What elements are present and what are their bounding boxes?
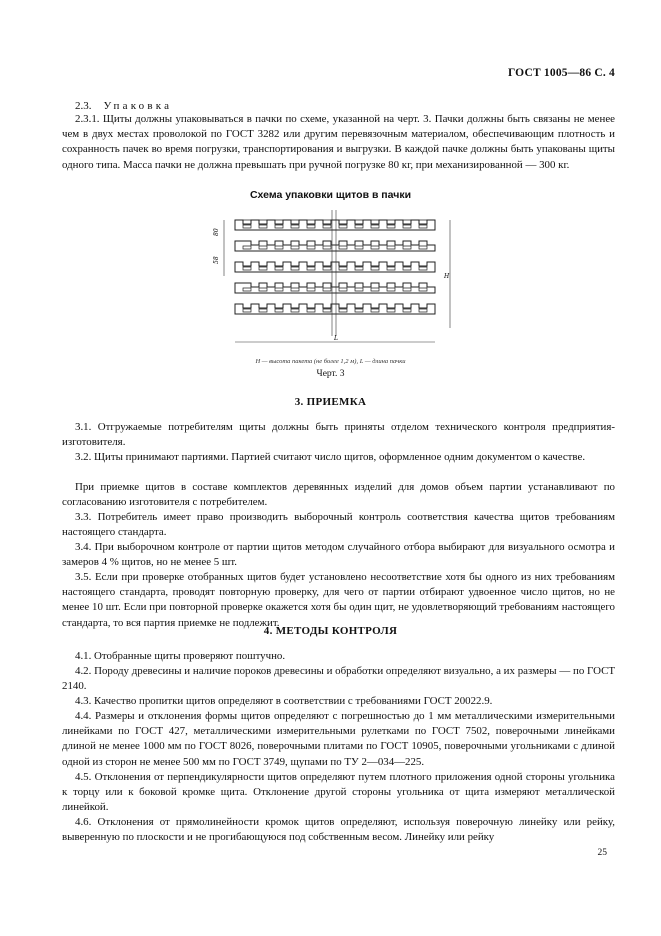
paragraph-4-1: 4.1. Отобранные щиты проверяют поштучно.	[75, 650, 286, 662]
paragraph-4-2: 4.2. Породу древесины и наличие пороков древесины и обработки определяют визуально, а их размеры — по ГОСТ 2140.	[62, 665, 615, 693]
paragraph-3-2: 3.2. Щиты принимают партиями. Партией считают число щитов, оформленное одним документом о качестве.	[75, 451, 586, 463]
shield-slats-5	[243, 309, 427, 312]
paragraph-2-3-1: 2.3.1. Щиты должны упаковываться в пачки по схеме, указанной на черт. 3. Пачки должны быть связаны не менее чем в двух местах проволокой по ГОСТ 3282 или другим перевязочным материалом, обеспечивающим плотность и сохранность пачек во время погрузки, транспортирования и выгрузки. В каждой пачке должны быть упакованы щиты одного типа. Масса пачки не должна превышать при ручной погрузке 80 кг, при механизированной — 300 кг.	[62, 113, 615, 171]
paragraph-4-5: 4.5. Отклонения от перпендикулярности щитов определяют путем плотного приложения одной стороны угольника к торцу или к боковой кромке щита. Отклонение другой стороны угольника от щита измеряют металлической линейкой.	[62, 771, 615, 814]
page-number: 25	[597, 848, 607, 858]
section-2-3-title	[75, 100, 172, 112]
paragraph-3-1: 3.1. Отгружаемые потребителям щиты должны быть приняты отделом технического контроля предприятия-изготовителя.	[62, 421, 615, 449]
paragraph-4-3: 4.3. Качество пропитки щитов определяют в соответствии с требованиями ГОСТ 20022.9.	[75, 695, 493, 707]
dim-label-80: 80	[213, 228, 220, 236]
paragraph-4-4: 4.4. Размеры и отклонения формы щитов определяют с погрешностью до 1 мм металлическими измерительными линейками по ГОСТ 427, металлическими измерительными рулетками по ГОСТ 7502, поверочными линейками длиной не менее 1000 мм по ГОСТ 8026, поверочными плитами по ГОСТ 10905, поверочными угольниками с длиной одной из сторон не менее 500 мм по ГОСТ 3749, щупами по ТУ 2—034—225.	[62, 710, 615, 768]
shield-slats-4	[243, 288, 427, 291]
dim-label-h: H	[444, 273, 450, 280]
dim-label-58: 58	[213, 256, 220, 264]
paragraph-3-2b: При приемке щитов в составе комплектов деревянных изделий для домов объем партии устанавливают по согласованию изготовителя с потребителем.	[62, 481, 615, 509]
section-3-heading: 3. ПРИЕМКА	[294, 396, 367, 408]
figure-title: Схема упаковки щитов в пачки	[249, 189, 412, 201]
section-4-heading: 4. МЕТОДЫ КОНТРОЛЯ	[263, 625, 398, 637]
paragraph-3-3: 3.3. Потребитель имеет право производить выборочный контроль соответствия качества щитов требованиям настоящего стандарта.	[62, 511, 615, 539]
page-header: ГОСТ 1005—86 С. 4	[507, 67, 615, 79]
shield-slats-2	[243, 246, 427, 249]
section-number: 2.3.	[75, 100, 92, 112]
figure-label: Черт. 3	[316, 369, 345, 379]
paragraph-3-4: 3.4. При выборочном контроле от партии щитов методом случайного отбора выбирают для визуального осмотра и замеров 4 % щитов, но не менее 5 шт.	[62, 541, 615, 569]
shield-slats-1	[243, 225, 427, 228]
packing-scheme-figure	[210, 206, 460, 356]
paragraph-3-5: 3.5. Если при проверке отобранных щитов будет установлено несоответствие хотя бы одного из них требованиям настоящего стандарта, проводят повторную проверку, для чего от партии отбирают удвоенное число щитов, но не менее 10 шт. Если при повторной проверке окажется хотя бы один щит, не удовлетворяющий требованиям настоящего стандарта, то вся партия приемке не подлежит.	[62, 571, 615, 629]
paragraph-4-6: 4.6. Отклонения от прямолинейности кромок щитов определяют, используя поверочную линейку или рейку, выверенную по плоскости и не прогибающуюся под собственным весом. Линейку или рейку	[62, 816, 615, 844]
figure-caption: H — высота пакета (не более 1,2 м), L — длина пачки	[255, 358, 406, 365]
section-name: Упаковка	[103, 100, 173, 112]
dim-label-l: L	[334, 335, 338, 342]
shield-slats-3	[243, 267, 427, 270]
